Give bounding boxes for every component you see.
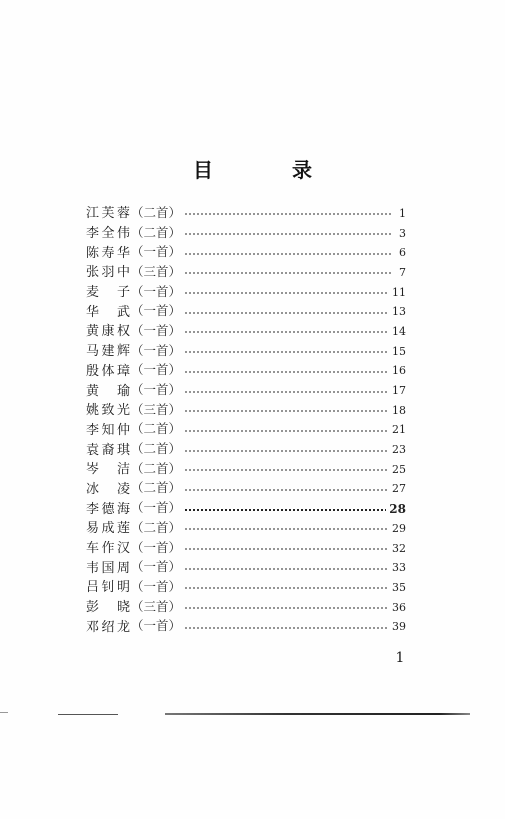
poem-count: （二首） [131,441,182,457]
page-ref: 29 [392,521,406,535]
author-name: 彭 晓 [86,600,130,616]
toc-entry [86,241,406,261]
poem-count: （二首） [131,519,182,535]
dot-leader [184,587,389,589]
author-name: 李德海 [86,501,130,517]
toc-entry [86,300,406,320]
poem-count: （二首） [131,460,182,476]
poem-count: （一首） [131,283,182,299]
poem-count: （一首） [131,559,182,575]
author-name: 姚致光 [86,403,130,419]
page-ref: 36 [392,600,406,614]
dot-leader [184,371,389,373]
scan-artifact [0,712,8,713]
poem-count: （三首） [131,598,182,614]
dot-leader [184,391,389,393]
poem-count: （一首） [131,382,182,398]
toc-entry [86,517,406,537]
page-ref: 21 [392,423,406,437]
dot-leader [184,450,389,452]
author-name: 陈寿华 [86,245,130,261]
author-name: 岑 洁 [86,462,130,478]
author-name: 易成莲 [86,521,130,537]
toc-entry [86,399,406,419]
poem-count: （一首） [131,578,182,594]
toc-entry [86,537,406,557]
author-name: 李知仲 [86,422,130,438]
page-ref: 33 [392,561,406,575]
page-ref: 25 [392,462,406,476]
author-name: 吕钊明 [86,580,130,596]
page-ref: 35 [392,580,406,594]
scan-artifact [165,713,470,715]
author-name: 张羽中 [86,265,130,281]
author-name: 邓绍龙 [86,619,130,635]
toc-entry [86,222,406,242]
toc-entry [86,202,406,222]
dot-leader [184,627,389,629]
page-ref: 11 [392,285,406,299]
dot-leader [184,489,389,491]
dot-leader [184,233,393,235]
toc-entry [86,458,406,478]
dot-leader [184,607,389,609]
poem-count: （三首） [131,401,182,417]
page-ref: 23 [392,443,406,457]
author-name: 冰 凌 [86,481,130,497]
page-ref: 18 [392,403,406,417]
author-name: 韦国周 [86,560,130,576]
toc-entry [86,379,406,399]
page-ref: 13 [392,305,406,319]
dot-leader [184,272,393,274]
author-name: 黄康权 [86,324,130,340]
page-ref: 1 [399,206,406,220]
dot-leader [184,312,389,314]
author-name: 马建辉 [86,344,130,360]
toc-entry [86,478,406,498]
poem-count: （一首） [131,342,182,358]
poem-count: （一首） [131,500,182,516]
toc-entry [86,596,406,616]
toc-entry [86,340,406,360]
page-ref: 16 [392,364,406,378]
dot-leader [184,430,389,432]
dot-leader [184,331,389,333]
dot-leader [184,568,389,570]
toc-title: 目 录 [193,158,348,182]
toc-entry [86,281,406,301]
poem-count: （一首） [131,244,182,260]
author-name: 江芙蓉 [86,206,130,222]
toc-entry [86,419,406,439]
toc-entry [86,360,406,380]
dot-leader [184,548,389,550]
page-ref: 32 [392,541,406,555]
poem-count: （二首） [131,480,182,496]
author-name: 华 武 [86,304,130,320]
toc-entry [86,556,406,576]
page-ref: 7 [399,265,406,279]
poem-count: （三首） [131,263,182,279]
author-name: 袁裔琪 [86,442,130,458]
toc-entry [86,320,406,340]
poem-count: （一首） [131,322,182,338]
toc-entry [86,615,406,635]
page-number: 1 [395,650,405,666]
table-of-contents [86,202,406,635]
poem-count: （二首） [131,421,182,437]
page-ref: 27 [392,482,406,496]
poem-count: （一首） [131,539,182,555]
toc-entry [86,497,406,517]
page-ref: 39 [392,620,406,634]
page-ref: 17 [392,384,406,398]
author-name: 黄 瑜 [86,383,130,399]
poem-count: （一首） [131,618,182,634]
page-ref: 14 [392,324,406,338]
page-ref: 6 [399,246,406,260]
dot-leader [184,528,389,530]
author-name: 李全伟 [86,226,130,242]
toc-entry [86,438,406,458]
poem-count: （二首） [131,224,182,240]
author-name: 殷体璋 [86,363,130,379]
dot-leader [184,213,393,215]
poem-count: （二首） [131,204,182,220]
dot-leader [184,410,389,412]
page-ref: 3 [399,226,406,240]
scan-artifact [58,714,118,715]
poem-count: （一首） [131,362,182,378]
author-name: 车作汉 [86,541,130,557]
page-ref: 15 [392,344,406,358]
dot-leader [184,351,389,353]
dot-leader [184,509,386,511]
dot-leader [184,469,389,471]
author-name: 麦 子 [86,285,130,301]
page-ref: 28 [389,501,406,516]
toc-entry [86,576,406,596]
toc-entry [86,261,406,281]
dot-leader [184,292,389,294]
poem-count: （一首） [131,303,182,319]
dot-leader [184,253,393,255]
